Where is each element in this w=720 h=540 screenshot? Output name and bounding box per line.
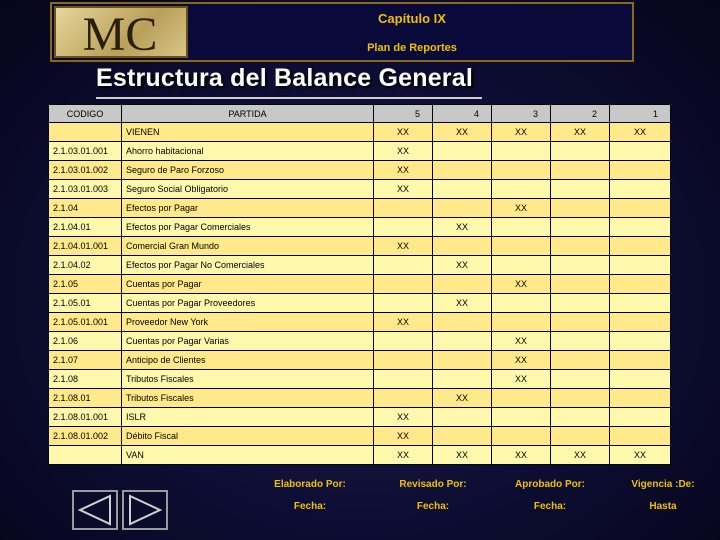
- row-code: 2.1.08.01.001: [49, 408, 122, 427]
- row-value-col-2: [551, 256, 610, 275]
- row-value-col-4: XX: [433, 218, 492, 237]
- table-body: [49, 123, 671, 465]
- row-value-col-2: [551, 370, 610, 389]
- row-value-col-4: [433, 199, 492, 218]
- next-slide-button[interactable]: [122, 490, 168, 530]
- row-value-col-5: [374, 370, 433, 389]
- table-row: [49, 389, 671, 408]
- fecha-label-3: Fecha:: [533, 501, 567, 512]
- row-value-col-4: [433, 313, 492, 332]
- revisado-label: Revisado Por:: [399, 479, 467, 490]
- row-value-col-3: [492, 161, 551, 180]
- row-code: 2.1.07: [49, 351, 122, 370]
- balance-table: [48, 104, 671, 465]
- row-code: 2.1.03.01.001: [49, 142, 122, 161]
- table-row: [49, 294, 671, 313]
- row-value-col-3: [492, 142, 551, 161]
- table-row: [49, 351, 671, 370]
- row-partida: Débito Fiscal: [122, 427, 374, 446]
- vigencia-label: Vigencia :De:: [631, 479, 695, 490]
- row-value-col-5: [374, 294, 433, 313]
- title-rule: [96, 97, 482, 99]
- row-partida: Seguro de Paro Forzoso: [122, 161, 374, 180]
- row-value-col-5: XX: [374, 313, 433, 332]
- row-value-col-3: XX: [492, 275, 551, 294]
- row-value-col-4: [433, 332, 492, 351]
- row-partida: Efectos por Pagar Comerciales: [122, 218, 374, 237]
- table-row: [49, 218, 671, 237]
- row-value-col-2: [551, 427, 610, 446]
- row-value-col-1: [610, 427, 671, 446]
- row-value-col-5: [374, 389, 433, 408]
- row-value-col-3: [492, 180, 551, 199]
- row-value-col-3: [492, 237, 551, 256]
- table-row: [49, 142, 671, 161]
- row-value-col-4: [433, 161, 492, 180]
- row-value-col-2: [551, 237, 610, 256]
- row-value-col-3: XX: [492, 332, 551, 351]
- row-value-col-1: [610, 408, 671, 427]
- row-value-col-5: [374, 332, 433, 351]
- row-value-col-5: [374, 256, 433, 275]
- page-title: Estructura del Balance General: [96, 64, 473, 92]
- row-value-col-1: XX: [610, 123, 671, 142]
- row-value-col-5: [374, 218, 433, 237]
- row-partida: Comercial Gran Mundo: [122, 237, 374, 256]
- triangle-right-icon: [124, 492, 166, 528]
- table-row: [49, 446, 671, 465]
- table-row: [49, 427, 671, 446]
- row-value-col-3: XX: [492, 123, 551, 142]
- row-value-col-1: [610, 161, 671, 180]
- row-value-col-5: XX: [374, 446, 433, 465]
- row-value-col-4: [433, 142, 492, 161]
- row-value-col-2: [551, 351, 610, 370]
- row-value-col-3: [492, 313, 551, 332]
- row-partida: VIENEN: [122, 123, 374, 142]
- header-col-4: 4: [433, 105, 492, 123]
- row-value-col-5: [374, 199, 433, 218]
- row-partida: Cuentas por Pagar Varias: [122, 332, 374, 351]
- row-value-col-2: [551, 332, 610, 351]
- row-value-col-4: [433, 370, 492, 389]
- row-value-col-2: [551, 389, 610, 408]
- header-col-2: 2: [551, 105, 610, 123]
- table-row: [49, 256, 671, 275]
- row-code: 2.1.04: [49, 199, 122, 218]
- row-value-col-4: [433, 351, 492, 370]
- row-value-col-1: [610, 294, 671, 313]
- row-value-col-1: [610, 351, 671, 370]
- row-value-col-4: XX: [433, 389, 492, 408]
- logo-text: MC: [82, 8, 158, 56]
- row-partida: Ahorro habitacional: [122, 142, 374, 161]
- row-code: 2.1.08.01.002: [49, 427, 122, 446]
- header-codigo: CODIGO: [49, 105, 122, 123]
- row-value-col-2: [551, 408, 610, 427]
- mc-logo-graphic: [56, 8, 186, 56]
- row-value-col-4: [433, 427, 492, 446]
- row-partida: Tributos Fiscales: [122, 389, 374, 408]
- row-partida: Anticipo de Clientes: [122, 351, 374, 370]
- header-col-1: 1: [610, 105, 671, 123]
- row-code: 2.1.05: [49, 275, 122, 294]
- table-row: [49, 123, 671, 142]
- row-value-col-2: [551, 218, 610, 237]
- row-value-col-3: [492, 408, 551, 427]
- row-code: 2.1.03.01.003: [49, 180, 122, 199]
- row-value-col-2: [551, 275, 610, 294]
- signature-block: [260, 465, 720, 540]
- row-value-col-5: XX: [374, 237, 433, 256]
- row-value-col-2: XX: [551, 123, 610, 142]
- row-value-col-2: [551, 180, 610, 199]
- row-value-col-2: [551, 294, 610, 313]
- row-value-col-2: [551, 313, 610, 332]
- header-col-5: 5: [374, 105, 433, 123]
- row-value-col-1: [610, 275, 671, 294]
- table-row: [49, 408, 671, 427]
- row-partida: ISLR: [122, 408, 374, 427]
- mc-logo: [54, 6, 188, 58]
- row-value-col-2: [551, 142, 610, 161]
- row-value-col-1: [610, 389, 671, 408]
- header-partida: PARTIDA: [122, 105, 374, 123]
- fecha-label-1: Fecha:: [293, 501, 327, 512]
- row-partida: Tributos Fiscales: [122, 370, 374, 389]
- row-code: 2.1.04.01.001: [49, 237, 122, 256]
- row-value-col-5: XX: [374, 427, 433, 446]
- row-value-col-2: [551, 161, 610, 180]
- table-row: [49, 275, 671, 294]
- row-value-col-2: [551, 199, 610, 218]
- row-value-col-5: XX: [374, 408, 433, 427]
- row-value-col-3: [492, 389, 551, 408]
- elaborado-label: Elaborado Por:: [274, 479, 346, 490]
- report-plan-subtitle: Plan de Reportes: [367, 42, 457, 54]
- row-value-col-1: [610, 237, 671, 256]
- row-value-col-4: XX: [433, 256, 492, 275]
- row-partida: Seguro Social Obligatorio: [122, 180, 374, 199]
- fecha-label-2: Fecha:: [416, 501, 450, 512]
- row-value-col-1: [610, 142, 671, 161]
- header-col-3: 3: [492, 105, 551, 123]
- row-value-col-3: [492, 294, 551, 313]
- row-partida: Efectos por Pagar: [122, 199, 374, 218]
- table-header-row: [49, 105, 671, 123]
- row-code: 2.1.06: [49, 332, 122, 351]
- row-partida: Proveedor New York: [122, 313, 374, 332]
- row-value-col-1: XX: [610, 446, 671, 465]
- row-value-col-4: [433, 237, 492, 256]
- row-value-col-5: XX: [374, 123, 433, 142]
- row-value-col-1: [610, 199, 671, 218]
- row-value-col-4: XX: [433, 446, 492, 465]
- row-code: 2.1.04.02: [49, 256, 122, 275]
- row-value-col-5: [374, 351, 433, 370]
- hasta-label: Hasta: [649, 501, 677, 512]
- row-value-col-1: [610, 256, 671, 275]
- row-code: 2.1.08: [49, 370, 122, 389]
- row-value-col-2: XX: [551, 446, 610, 465]
- row-value-col-5: XX: [374, 180, 433, 199]
- table-row: [49, 180, 671, 199]
- row-value-col-4: [433, 275, 492, 294]
- row-value-col-4: XX: [433, 123, 492, 142]
- row-code: 2.1.05.01.001: [49, 313, 122, 332]
- row-partida: VAN: [122, 446, 374, 465]
- row-value-col-5: [374, 275, 433, 294]
- row-value-col-1: [610, 370, 671, 389]
- header-banner: [50, 2, 634, 62]
- row-code: [49, 123, 122, 142]
- row-value-col-1: [610, 218, 671, 237]
- row-value-col-3: [492, 218, 551, 237]
- row-value-col-3: [492, 427, 551, 446]
- row-value-col-3: XX: [492, 199, 551, 218]
- row-value-col-1: [610, 332, 671, 351]
- row-code: 2.1.05.01: [49, 294, 122, 313]
- table-row: [49, 161, 671, 180]
- row-value-col-3: XX: [492, 446, 551, 465]
- row-value-col-3: [492, 256, 551, 275]
- row-value-col-4: [433, 180, 492, 199]
- row-partida: Efectos por Pagar No Comerciales: [122, 256, 374, 275]
- row-value-col-5: XX: [374, 142, 433, 161]
- row-value-col-1: [610, 180, 671, 199]
- row-value-col-4: [433, 408, 492, 427]
- row-code: [49, 446, 122, 465]
- table-row: [49, 332, 671, 351]
- row-partida: Cuentas por Pagar Proveedores: [122, 294, 374, 313]
- row-value-col-4: XX: [433, 294, 492, 313]
- row-value-col-3: XX: [492, 370, 551, 389]
- prev-slide-button[interactable]: [72, 490, 118, 530]
- row-code: 2.1.08.01: [49, 389, 122, 408]
- table-row: [49, 199, 671, 218]
- balance-table-container: [48, 104, 670, 465]
- chapter-title: Capítulo IX: [378, 11, 446, 26]
- row-value-col-3: XX: [492, 351, 551, 370]
- row-value-col-1: [610, 313, 671, 332]
- table-row: [49, 313, 671, 332]
- table-row: [49, 370, 671, 389]
- aprobado-label: Aprobado Por:: [515, 479, 585, 490]
- row-code: 2.1.04.01: [49, 218, 122, 237]
- table-row: [49, 237, 671, 256]
- triangle-left-icon: [74, 492, 116, 528]
- row-code: 2.1.03.01.002: [49, 161, 122, 180]
- row-partida: Cuentas por Pagar: [122, 275, 374, 294]
- row-value-col-5: XX: [374, 161, 433, 180]
